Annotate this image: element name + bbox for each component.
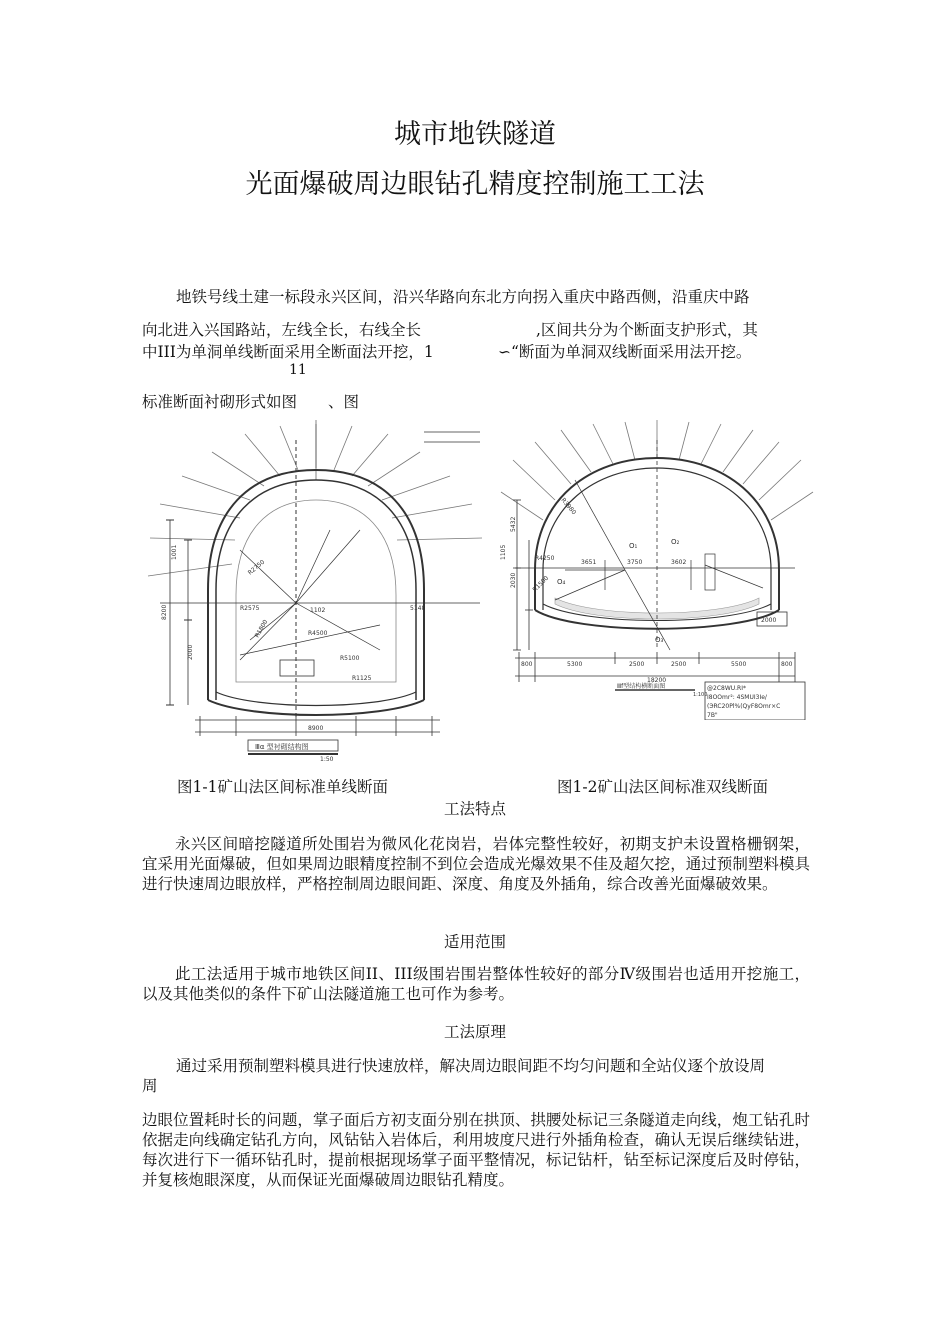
fig2-scale: 1:100: [693, 692, 708, 698]
intro-line2b: ,区间共分为个断面支护形式，其: [536, 321, 758, 339]
fig2-label-5: O₃: [655, 636, 664, 644]
fig2-note-1: I8OOmr²: 4SMUI3Ie/: [707, 694, 767, 701]
fig2-title-box: Ⅲf型结构横断面图: [617, 683, 666, 690]
principle-text2: 边眼位置耗时长的问题，掌子面后方初支面分别在拱顶、拱腰处标记三条隧道走向线，炮工钻孔时依据走向线确定钻孔方向，风钻钻入岩体后，利用坡度尺进行外插角检查，确认无误后继续钻进，每次进行下一循环钻孔时，提前根据现场掌子面平整情况，标记钻杆，钻至标记深度后及时停钻，并复核炮眼深度，从而保证光面爆破周边眼钻孔精度。: [142, 1111, 810, 1189]
fig2-label-3: O₁: [629, 542, 638, 550]
fig1-label-4: R1800: [253, 618, 270, 639]
intro-line3a: 中III为单洞单线断面采用全断面法开挖，1: [142, 343, 434, 361]
fig2-total: 18200: [647, 677, 667, 684]
scope-text: 此工法适用于城市地铁区间II、III级围岩围岩整体性较好的部分Ⅳ级围岩也适用开挖施工，以及其他类似的条件下矿山法隧道施工也可作为参考。: [142, 965, 810, 1003]
fig2-dim-2: 2500: [629, 661, 645, 668]
fig2-label-2: R3980: [559, 496, 578, 517]
principle-heading: 工法原理: [443, 1023, 506, 1041]
fig2-dim-4: 5500: [731, 661, 747, 668]
scope-heading: 适用范围: [443, 933, 506, 951]
fig2-label-4: O₂: [671, 538, 680, 546]
fig1-title-box: Ⅲα 型衬砌结构图: [255, 743, 309, 751]
figure2-caption: 图1-2矿山法区间标准双线断面: [557, 778, 768, 796]
fig2-label-9: 3651: [581, 559, 597, 566]
figure-double-line-section: [495, 420, 815, 720]
fig2-label-13: 2000: [761, 617, 777, 624]
features-heading: 工法特点: [443, 800, 506, 818]
fig2-note-0: @2C8WU.RI*: [707, 685, 746, 692]
fig1-label-6: 1102: [310, 607, 326, 614]
page-title-line2: 光面爆破周边眼钻孔精度控制施工工法: [245, 169, 705, 200]
fig2-label-6: O₄: [557, 578, 566, 586]
principle-text1: 通过采用预制塑料模具进行快速放样，解决周边眼间距不均匀问题和全站仪逐个放设周: [176, 1057, 766, 1075]
fig2-dim-5: 800: [781, 661, 793, 668]
fig2-dim-1: 5300: [567, 661, 583, 668]
fig2-dim-0: 800: [521, 661, 533, 668]
page-title-line1: 城市地铁隧道: [394, 119, 556, 150]
fig2-label-10: 5432: [510, 516, 517, 532]
fig2-label-8: 3602: [671, 559, 687, 566]
figure1-caption: 图1-1矿山法区间标准单线断面: [177, 778, 388, 796]
fig2-dim-3: 2500: [671, 661, 687, 668]
fig1-label-0: R2750: [246, 558, 267, 577]
fig1-label-8: 1001: [171, 544, 178, 560]
fig2-label-11: 2030: [510, 572, 517, 588]
fig1-label-7: 5148: [410, 605, 426, 612]
fig2-label-12: 1105: [500, 544, 507, 560]
fig1-scale: 1:50: [320, 756, 334, 763]
intro-line3c: 11: [289, 362, 307, 378]
figure-single-line-section: [140, 420, 485, 765]
fig1-label-9: 2000: [187, 644, 194, 660]
fig2-label-7: 3750: [627, 559, 643, 566]
fig2-note-2: (ЭRC20Pl%(QyF8Omr×C: [707, 703, 781, 710]
features-text: 永兴区间暗挖隧道所处围岩为微风化花岗岩，岩体完整性较好，初期支护未设置格栅钢架，宜采用光面爆破，但如果周边眼精度控制不到位会造成光爆效果不佳及超欠挖，通过预制塑料模具进行快速周边眼放样，严格控制周边眼间距、深度、角度及外插角，综合改善光面爆破效果。: [142, 835, 810, 893]
intro-line4: 标准断面衬砌形式如图 、图: [142, 393, 360, 411]
intro-line2a: 向北进入兴国路站，左线全长，右线全长: [142, 321, 422, 339]
fig1-label-1: R2575: [240, 605, 260, 612]
fig1-label-10: 8200: [161, 604, 168, 620]
intro-line1: 地铁号线土建一标段永兴区间，沿兴华路向东北方向拐入重庆中路西侧，沿重庆中路: [176, 288, 750, 306]
fig1-label-3: R5100: [340, 655, 360, 662]
fig1-label-11: 8900: [308, 725, 324, 732]
intro-line3b: ∽“断面为单洞双线断面采用法开挖。: [498, 343, 752, 361]
fig2-label-1: R1500: [531, 574, 551, 594]
fig2-note-3: 7B": [707, 712, 718, 719]
fig2-label-0: R4250: [535, 555, 555, 562]
fig1-label-2: R4500: [308, 630, 328, 637]
principle-text1b: 周: [142, 1077, 158, 1095]
fig1-label-5: R1125: [352, 675, 372, 682]
